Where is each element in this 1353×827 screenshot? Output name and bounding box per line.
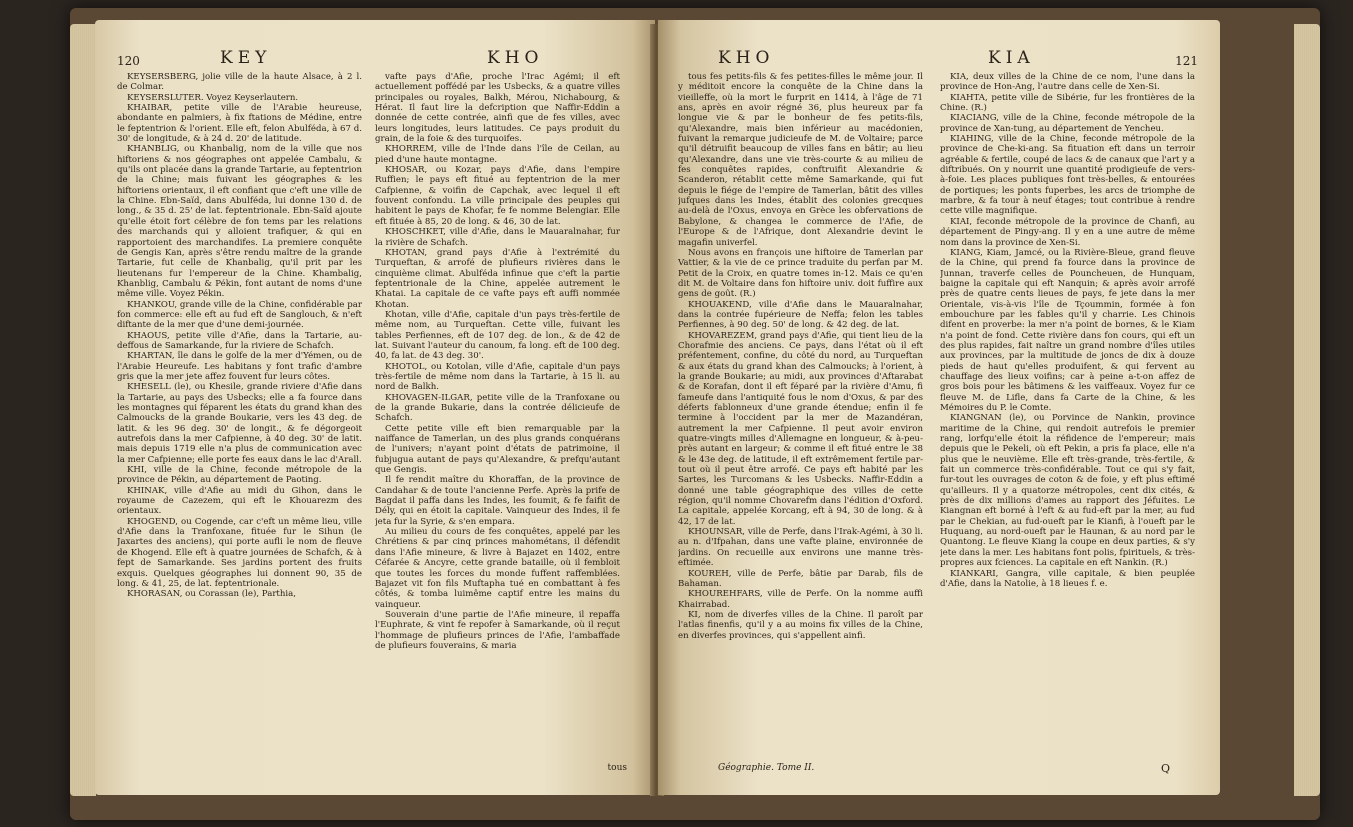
right-column-1 [678,72,923,772]
entry: KHOVAGEN-ILGAR, petite ville de la Tranfoxane ou de la grande Bukarie, dans la contrée délicieufe de Schafch. [375,392,620,424]
entry: KHOVAREZEM, grand pays d'Afie, qui tient lieu de la Chorafmie des anciens. Ce pays, dans l'état où il eft préfentement, confine, du côté du nord, au Turqueftan & aux états du grand khan des Calmoucks; à l'orient, à la grande Boukarie; au midi, aux provinces d'Aftarabat & de Korafan, dont il eft féparé par la rivière d'Amu, fi fameufe dans l'antiquité fous le nom d'Oxus, & par des déferts fablonneux d'une grande étendue; enfin il fe termine à l'occident par la mer de Mazandéran, autrement la mer Cafpienne. Il peut avoir environ quatre-vingts milles d'Allemagne en longueur, & à-peu-près autant en largeur; & comme il eft fitué entre le 38 & le 43e deg. de latitude, il eft extrêmement fertile par-tout où il peut être arrofé. Ce pays eft habité par les Sartes, les Turcomans & les Usbecks. Naffir-Eddin a donné une table géographique des villes de cette région, qu'il nomme Chovarefm dans l'édition d'Oxford. La capitale, appelée Korcang, eft à 94, 30 de long. & à 42, 17 de lat. [678,330,923,527]
entry: KHOTOL, ou Kotolan, ville d'Afie, capitale d'un pays très-fertile de même nom dans la Tartarie, à 15 li. au nord de Balkh. [375,361,620,393]
entry: KIA, deux villes de la Chine de ce nom, l'une dans la province de Hon-Ang, l'autre dans celle de Xen-Si. [940,72,1195,93]
entry: tous fes petits-fils & fes petites-filles le même jour. Il y méditoit encore la conquête de la Chine dans la vieilleffe, où la mort le furprit en 1414, à l'âge de 71 ans, après en avoir régné 36, plus heureux par fa longue vie & par le bonheur de fes petits-fils, qu'Alexandre, mais bien inférieur au macédonien, fuivant la remarque judicieufe de M. de Voltaire; parce qu'il détruifit beaucoup de villes fans en bâtir; au lieu qu'Alexandre, dans une vie très-courte & au milieu de fes conquêtes rapides, conftruifit Alexandrie & Scanderon, rétablit cette même Samarkande, qui fut depuis le fiége de l'empire de Tamerlan, bâtit des villes jufques dans les Indes, établit des colonies grecques au-delà de l'Oxus, envoya en Grèce les obfervations de Babylone, & changea le commerce de l'Afie, de l'Europe & de l'Afrique, dont Alexandrie devint le magafin univerfel. [678,72,923,248]
left-running-head [95,48,655,70]
entry: KHORASAN, ou Corassan (le), Parthia, [127,589,297,600]
entry: KHOGEND, ou Cogende, car c'eft un même lieu, ville d'Afie dans la Tranfoxane, fituée fur le Sihun (le Jaxartes des anciens), qui porte aufli le nom de fleuve de Khogend. Elle eft à quatre journées de Schafch, & à fept de Samarkande. Ses jardins portent des fruits exquis. Quelques géographes lui donnent 90, 35 de long. & 41, 25, de lat. feptentrionale. [117,516,362,589]
right-page [658,20,1220,795]
header-right-word: KHO [487,48,544,68]
catchword-left: tous [607,763,627,773]
entry: KHOUNSAR, ville de Perfe, dans l'Irak-Agémi, à 30 li. au n. d'Ifpahan, dans une vafte plaine, environnée de jardins. On recueille aux environs une manne très-eftimée. [678,527,923,569]
entry: vafte pays d'Afie, proche l'Irac Agémi; il eft actuellement poffédé par les Usbecks, & a quatre villes principales ou royales, Balkh, Mérou, Nichabourg, & Hérat. Il faut lire la defcription que Naffir-Eddin a donnée de cette contrée, ainfi que de fes villes, avec leurs longitudes, leurs latitudes. Ce pays produit du grain, de la foie & des turquoifes. [375,72,620,145]
entry: KI, nom de diverfes villes de la Chine. Il paroît par l'atlas finenfis, qu'il y a au moins fix villes de la Chine, en diverfes provinces, qui s'appellent ainfi. [678,609,923,641]
entry: KHOTAN, grand pays d'Afie à l'extrémité du Turqueftan, & arrofé de plufieurs rivières dans le cinquième climat. Abulféda infinue que c'eft la partie feptentrionale de la Chine, appelée autrement le Khatai. La capitale de ce vafte pays eft auffi nommée Khotan. [375,247,620,310]
entry: KHINAK, ville d'Afie au midi du Gihon, dans le royaume de Cazezem, qui eft le Khouarezm des orientaux. [117,485,362,517]
entry: KHOUAKEND, ville d'Afie dans le Mauaralnahar, dans la contrée fupérieure de Neffa; felon les tables Perfiennes, à 90 deg. 50' de long. & 42 deg. de lat. [678,299,923,331]
entry: KHOSAR, ou Kozar, pays d'Afie, dans l'empire Ruffien; le pays eft fitué au feptentrion de la mer Cafpienne, & voifin de Capchak, avec lequel il eft fouvent confondu. La ville principale des peuples qui habitent le pays de Khofar, fe fe nomme Belengiar. Elle eft fituée à 85, 20 de long. & 46, 30 de lat. [375,165,620,227]
entry: KIAHTA, petite ville de Sibérie, fur les frontières de la Chine. (R.) [940,92,1195,114]
entry: KEYSERSLUTER. Voyez Keyserlautern. [127,92,299,103]
entry: KIANKARI, Gangra, ville capitale, & bien peuplée d'Afie, dans la Natolie, à 18 lieues f. e. [940,568,1195,589]
entry: Cette petite ville eft bien remarquable par la naiffance de Tamerlan, un des plus grands conquérans de l'univers; n'ayant point d'états de patrimoine, il fubjugua autant de pays qu'Alexandre, & prefqu'autant que Gengis. [375,423,620,476]
entry: KIANG, Kiam, Jamcé, ou la Rivière-Bleue, grand fleuve de la Chine, qui prend fa fource dans la province de Junnan, traverfe celles de Pouncheuen, de Hunquam, baigne la capitale qui eft Nanquin; & après avoir arrofé près de quatre cents lieues de pays, fe jete dans la mer Orientale, vis-à-vis l'île de Tçoummin, formée à fon embouchure par les fables qu'il y charrie. Les Chinois difent en proverbe: la mer n'a point de bornes, & le Kiam n'a point de fond. Cette rivière dans fon cours, qui eft un des plus rapides, fait naître un grand nombre d'îles utiles aux provinces, par la multitude de joncs de dix à douze pieds de haut qu'elles produifent, & qui fervent au chauffage des lieux voifins; car à peine a-t-on affez de gros bois pour les bâtimens & les vaiffeaux. Voyez fur ce fleuve M. de Lifle, dans fa Carte de la Chine, & les Mémoires du P. le Comte. [940,247,1195,413]
entry: Souverain d'une partie de l'Afie mineure, il repaffa l'Euphrate, & vint fe repofer à Samarkande, où il reçut l'hommage de plufieurs princes de l'Afie, l'ambaffade de plufieurs fouverains, & maria [375,609,620,651]
entry: Nous avons en françois une hiftoire de Tamerlan par Vattier, & la vie de ce prince traduite du perfan par M. Petit de la Croix, en quatre tomes in-12. Mais ce qu'en dit M. de Voltaire dans fon hiftoire univ. doit fuffire aux gens de goût. (R.) [678,247,923,300]
entry: KHI, ville de la Chine, feconde métropole de la province de Pékin, au département de Paoting. [117,465,362,486]
right-column-2 [940,72,1195,772]
entry: KHANKOU, grande ville de la Chine, confidérable par fon commerce: elle eft au fud eft de Sanglouch, & n'eft diftante de la mer que d'une demi-journée. [117,299,362,331]
entry: Au milieu du cours de fes conquêtes, appelé par les Chrétiens & par cinq princes mahométans, il défendit dans l'Afie mineure, & livre à Bajazet en 1402, entre Céfarée & Ancyre, cette grande bataille, où il fembloit que toutes les forces du monde fuffent raffemblées. Bajazet vit fon fils Muftapha tué en combattant à fes côtés, & tomba luimême captif entre les mains du vainqueur. [375,527,620,610]
entry: KIANGNAN (le), ou Porvince de Nankin, province maritime de la Chine, qui rendoit autrefois le premier rang, lorfqu'elle étoit la réfidence de l'empereur; mais depuis que le Pekeli, où eft Pekin, a pris fa place, elle n'a plus que le neuvième. Elle eft très-grande, très-fertile, & fait un commerce très-confidérable. Tout ce qui s'y fait, fur-tout les ouvrages de coton & de foie, y eft plus eftimé qu'ailleurs. Il y a quatorze métropoles, cent dix cités, & près de dix millions d'ames au rapport des Jéfuites. Le Kiangnan eft borné à l'eft & au fud-eft par la mer, au fud par le Chekian, au fud-oueft par le Kianfi, à l'oueft par le Huquang, au nord-oueft par le Haunan, & au nord par le Quantong. Le fleuve Kiang la coupe en deux parties, & s'y jete dans la mer. Les habitans font polis, fpirituels, & très-propres aux fciences. La capitale en eft Nankin. (R.) [940,413,1195,569]
volume-footer: Géographie. Tome II. [718,763,815,773]
entry: KIACIANG, ville de la Chine, feconde métropole de la province de Xan-tung, au département de Yencheu. [940,113,1195,134]
entry: KHAOUS, petite ville d'Afie, dans la Tartarie, au-deffous de Samarkande, fur la riviere de Schafch. [117,330,362,351]
left-column-2 [375,72,620,772]
left-page [95,20,655,795]
page-number-left: 120 [117,54,140,68]
entry: KHOUREHFARS, ville de Perfe. On la nomme auffi Khairrabad. [678,589,923,610]
right-running-head [658,48,1220,70]
left-page-edges [70,24,96,796]
header-left-word: KHO [718,48,775,68]
entry: Khotan, ville d'Afie, capitale d'un pays très-fertile de même nom, au Turqueftan. Cette ville, fuivant les tables Perfiennes, eft de 107 deg. de lon., & de 42 de lat. Suivant l'auteur du canoum, fa long. eft de 100 deg. 40, fa lat. de 43 deg. 30'. [375,309,620,362]
entry: KIAI, feconde métropole de la province de Chanfi, au département de Pingy-ang. Il y en a une autre de même nom dans la province de Xen-Si. [940,216,1195,248]
entry: KIAHING, ville de la Chine, feconde métropole de la province de Che-ki-ang. Sa fituation eft dans un terroir agréable & fertile, coupé de lacs & de canaux que l'art y a diftribués. On y nourrit une quantité prodigieufe de vers-à-foie. Les places publiques font très-belles, & entourées de portiques; les ponts fuperbes, les arcs de triomphe de marbre, & fa tour à neuf étages; tout contribue à rendre cette ville magnifique. [940,134,1195,217]
entry: KHANBLIG, ou Khanbalig, nom de la ville que nos hiftoriens & nos géographes ont appelée Cambalu, & qu'ils ont placée dans la grande Tartarie, au feptentrion de la Chine; mais fuivant les géographes & les hiftoriens orientaux, il eft confiant que c'eft une ville de la Chine. Ebn-Saïd, dans Abulféda, lui donne 130 d. de long., & 35 d. 25' de lat. feptentrionale. Ebn-Saïd ajoute qu'elle étoit fort célèbre de fon tems par les relations des marchands qui y alloient trafiquer, & qui en rapportoient des marchandifes. La premiere conquête de Gengis Kan, après s'être rendu maître de la grande Tartarie, fut celle de Khanbalig, qu'il prit par les lieutenans fur l'empereur de la Chine. Khambalig, Khanblig, Cambalu & Pékin, font autant de noms d'une même ville. Voyez Pékin. [117,144,362,300]
right-page-edges [1294,24,1320,796]
header-left-word: KEY [220,48,272,68]
entry: KEYSERSBERG, jolie ville de la haute Alsace, à 2 l. de Colmar. [117,72,362,93]
entry: KOUREH, ville de Perfe, bâtie par Darab, fils de Bahaman. [678,568,923,589]
signature-mark: Q [1160,762,1170,775]
page-number-right: 121 [1175,54,1198,68]
entry: KHORREM, ville de l'Inde dans l'île de Ceilan, au pied d'une haute montagne. [375,144,620,165]
entry: KHARTAN, île dans le golfe de la mer d'Yémen, ou de l'Arabie Heureufe. Les habitans y font trafic d'ambre gris que la mer jete affez fouvent fur leurs côtes. [117,351,362,382]
entry: KHESELL (le), ou Khesile, grande riviere d'Afie dans la Tartarie, au pays des Usbecks; elle a fa fource dans les montagnes qui féparent les états du grand khan des Calmoucks de la grande Boukarie, vers les 43 deg. de latit. & les 96 deg. 30' de longit., & fe dégorgeoit autrefois dans la mer Cafpienne, à 40 deg. 30' de latit. mais depuis 1719 elle n'a plus de communication avec la mer Cafpienne; elle porte fes eaux dans le lac d'Arall. [117,382,362,465]
entry: KHAIBAR, petite ville de l'Arabie heureuse, abondante en palmiers, à fix ftations de Médine, entre le feptentrion & l'orient. Elle eft, felon Abulféda, à 67 d. 30' de longitude, & à 24 d. 20' de latitude. [117,103,362,145]
header-right-word: KIA [988,48,1035,68]
entry: KHOSCHKET, ville d'Afie, dans le Mauaralnahar, fur la rivière de Schafch. [375,227,620,248]
entry: Il fe rendit maître du Khoraffan, de la province de Candahar & de toute l'ancienne Perfe. Après la prife de Bagdat il paffa dans les Indes, les foumit, & fe faifit de Dély, qui en étoit la capitale. Vainqueur des Indes, il fe jeta fur la Syrie, & s'en empara. [375,475,620,527]
left-column-1 [117,72,362,772]
